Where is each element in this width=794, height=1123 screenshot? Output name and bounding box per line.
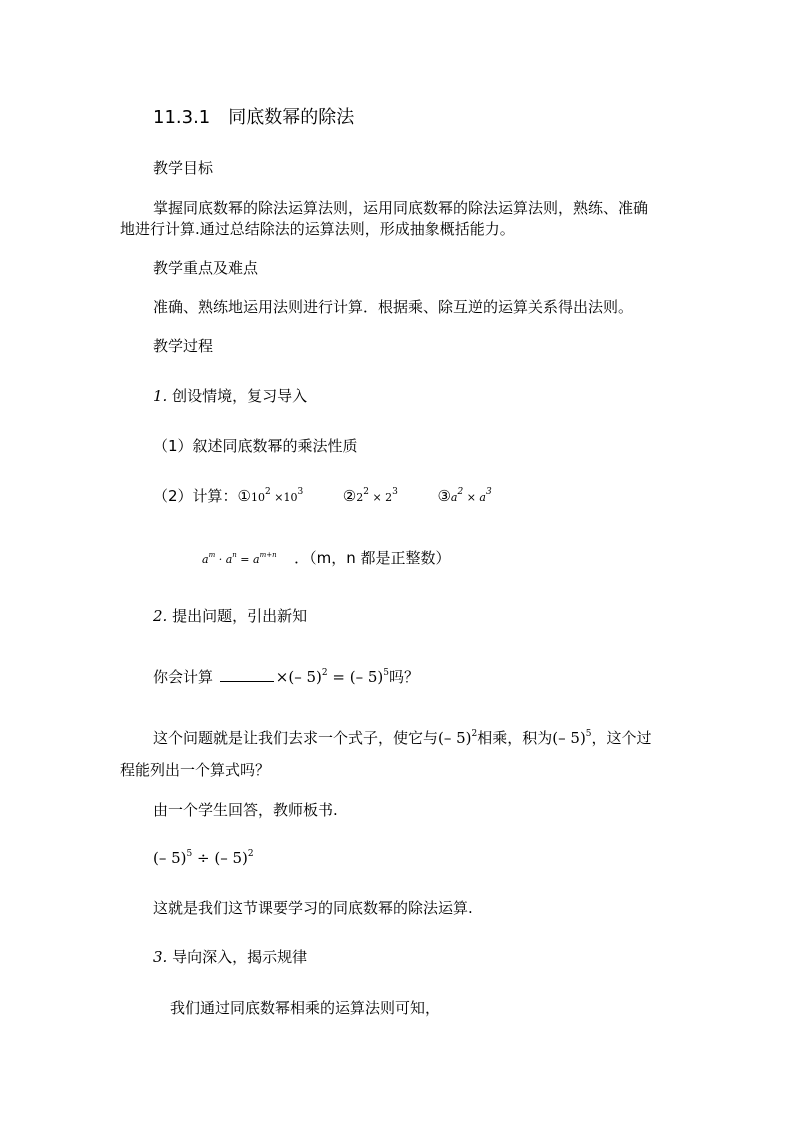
multiplication-rule <box>202 548 451 570</box>
formula-neg5-fifth: (– 5)$^5$ <box>552 729 592 747</box>
problem-paragraph-line2: 程能列出一个算式吗？ <box>120 761 271 779</box>
objectives-paragraph-line2: 地进行计算.通过总结除法的运算法则，形成抽象概括能力。 <box>120 220 515 238</box>
step-2-number: 2. <box>153 607 168 625</box>
step-3-heading <box>153 947 307 967</box>
answer-blank <box>220 667 274 682</box>
student-answer-paragraph: 由一个学生回答，教师板书. <box>153 801 338 819</box>
ask-tail: 吗？ <box>388 668 419 686</box>
expr-3: $a^2 \times a^3$ <box>450 487 492 504</box>
ask-formula: ×(– 5)$^2$ = (– 5)$^5$ <box>275 668 389 686</box>
circled-three: ③ <box>437 487 451 505</box>
circled-one: ① <box>237 487 251 505</box>
rule-formula: $a^m \cdot a^n = a^{m+n}$ <box>202 551 277 566</box>
key-points-paragraph: 准确、熟练地运用法则进行计算．根据乘、除互逆的运算关系得出法则。 <box>153 298 634 316</box>
page-title: 11.3.1 同底数幂的除法 <box>153 107 355 128</box>
lesson-topic-paragraph: 这就是我们这节课要学习的同底数幂的除法运算. <box>153 899 473 917</box>
section-heading-objectives: 教学目标 <box>153 159 214 177</box>
expr-2: $2^2 \times 2^3$ <box>356 487 398 504</box>
step-1-number: 1. <box>153 387 168 405</box>
question-ask <box>153 667 419 687</box>
step-1-text: 创设情境，复习导入 <box>172 387 308 405</box>
problem-paragraph-line1: 这个问题就是让我们去求一个式子，使它与(– 5)$^2$相乘，积为(– 5)$^5$，这个过 <box>153 729 652 747</box>
question-1: （1）叙述同底数幂的乘法性质 <box>153 437 358 455</box>
step-1-heading <box>153 386 307 406</box>
step-2-text: 提出问题，引出新知 <box>172 607 308 625</box>
objectives-paragraph-line1: 掌握同底数幂的除法运算法则，运用同底数幂的除法运算法则，熟练、准确 <box>153 199 649 217</box>
section-heading-process: 教学过程 <box>153 337 214 355</box>
step-3-number: 3. <box>153 948 168 966</box>
rule-derivation-paragraph: 我们通过同底数幂相乘的运算法则可知， <box>170 999 441 1017</box>
step-3-text: 导向深入，揭示规律 <box>172 948 308 966</box>
section-heading-key-points: 教学重点及难点 <box>153 259 259 277</box>
step-2-heading <box>153 606 307 626</box>
formula-neg5-squared: (– 5)$^2$ <box>438 729 478 747</box>
rule-note: ．（m，n 都是正整数） <box>294 549 451 567</box>
division-formula: (– 5)$^5$ ÷ (– 5)$^2$ <box>153 849 254 867</box>
question-2 <box>153 486 492 508</box>
circled-two: ② <box>342 487 357 505</box>
question-2-label: （2）计算： <box>153 487 238 505</box>
ask-lead: 你会计算 <box>153 668 214 686</box>
expr-1: $10^2 \times 10^3$ <box>251 487 304 504</box>
